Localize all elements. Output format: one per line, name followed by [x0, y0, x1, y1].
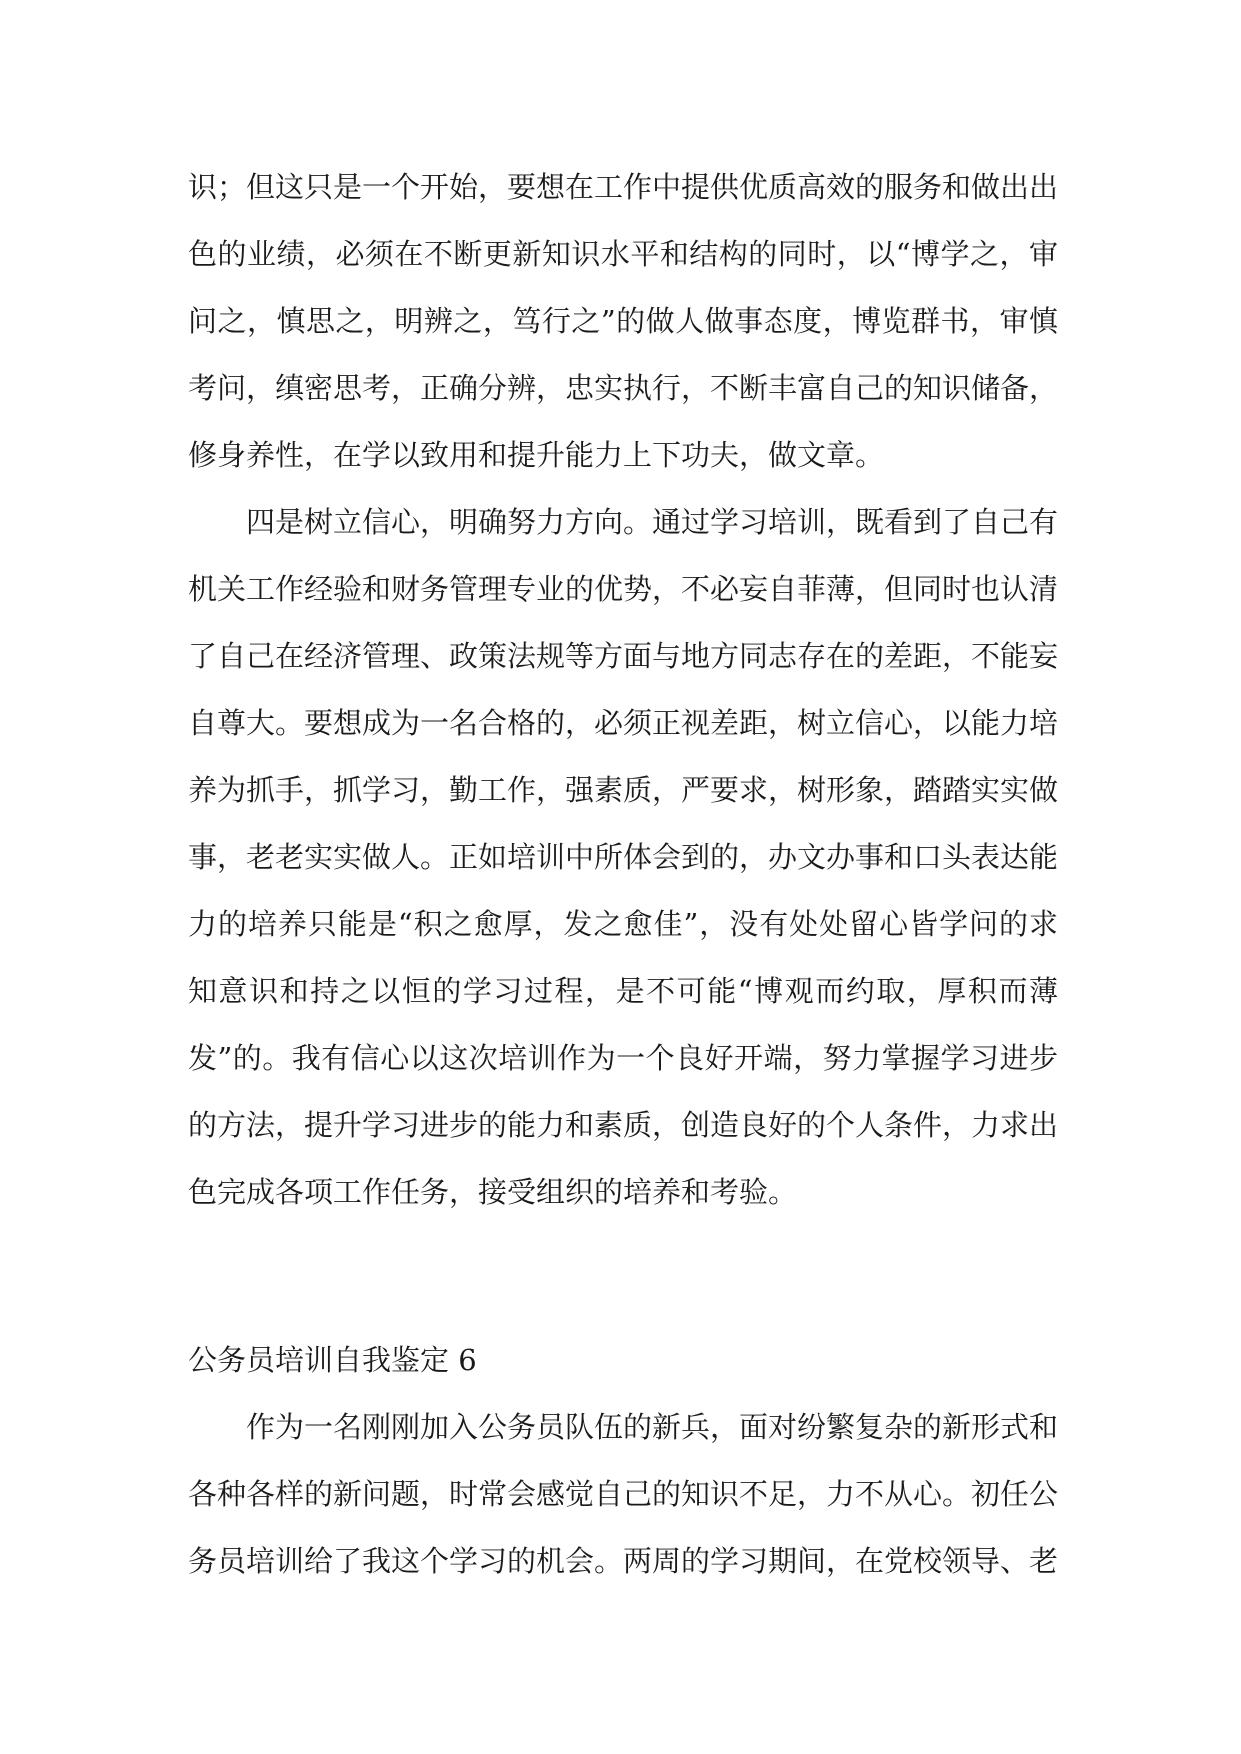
paragraph-2: 四是树立信心，明确努力方向。通过学习培训，既看到了自己有机关工作经验和财务管理专业的优势，不必妄自菲薄，但同时也认清了自己在经济管理、政策法规等方面与地方同志存在的差距，不能妄自尊大。要想成为一名合格的，必须正视差距，树立信心，以能力培养为抓手，抓学习，勤工作，强素质，严要求，树形象，踏踏实实做事，老老实实做人。正如培训中所体会到的，办文办事和口头表达能力的培养只能是“积之愈厚，发之愈佳”，没有处处留心皆学问的求知意识和持之以恒的学习过程，是不可能“博观而约取，厚积而薄发”的。我有信心以这次培训作为一个良好开端，努力掌握学习进步的方法，提升学习进步的能力和素质，创造良好的个人条件，力求出色完成各项工作任务，接受组织的培养和考验。: [188, 505, 1059, 1209]
paragraph-3: 作为一名刚刚加入公务员队伍的新兵，面对纷繁复杂的新形式和各种各样的新问题，时常会感觉自己的知识不足，力不从心。初任公务员培训给了我这个学习的机会。两周的学习期间，在党校领导、老: [188, 1410, 1059, 1578]
section-title: 公务员培训自我鉴定 6: [188, 1343, 477, 1377]
section-spacer: [188, 1226, 1058, 1327]
paragraph-1: 识；但这只是一个开始，要想在工作中提供优质高效的服务和做出出色的业绩，必须在不断更新知识水平和结构的同时，以“博学之，审问之，慎思之，明辨之，笃行之”的做人做事态度，博览群书，审慎考问，缜密思考，正确分辨，忠实执行，不断丰富自己的知识储备，修身养性，在学以致用和提升能力上下功夫，做文章。: [188, 170, 1059, 472]
document-body: [188, 154, 1058, 1595]
